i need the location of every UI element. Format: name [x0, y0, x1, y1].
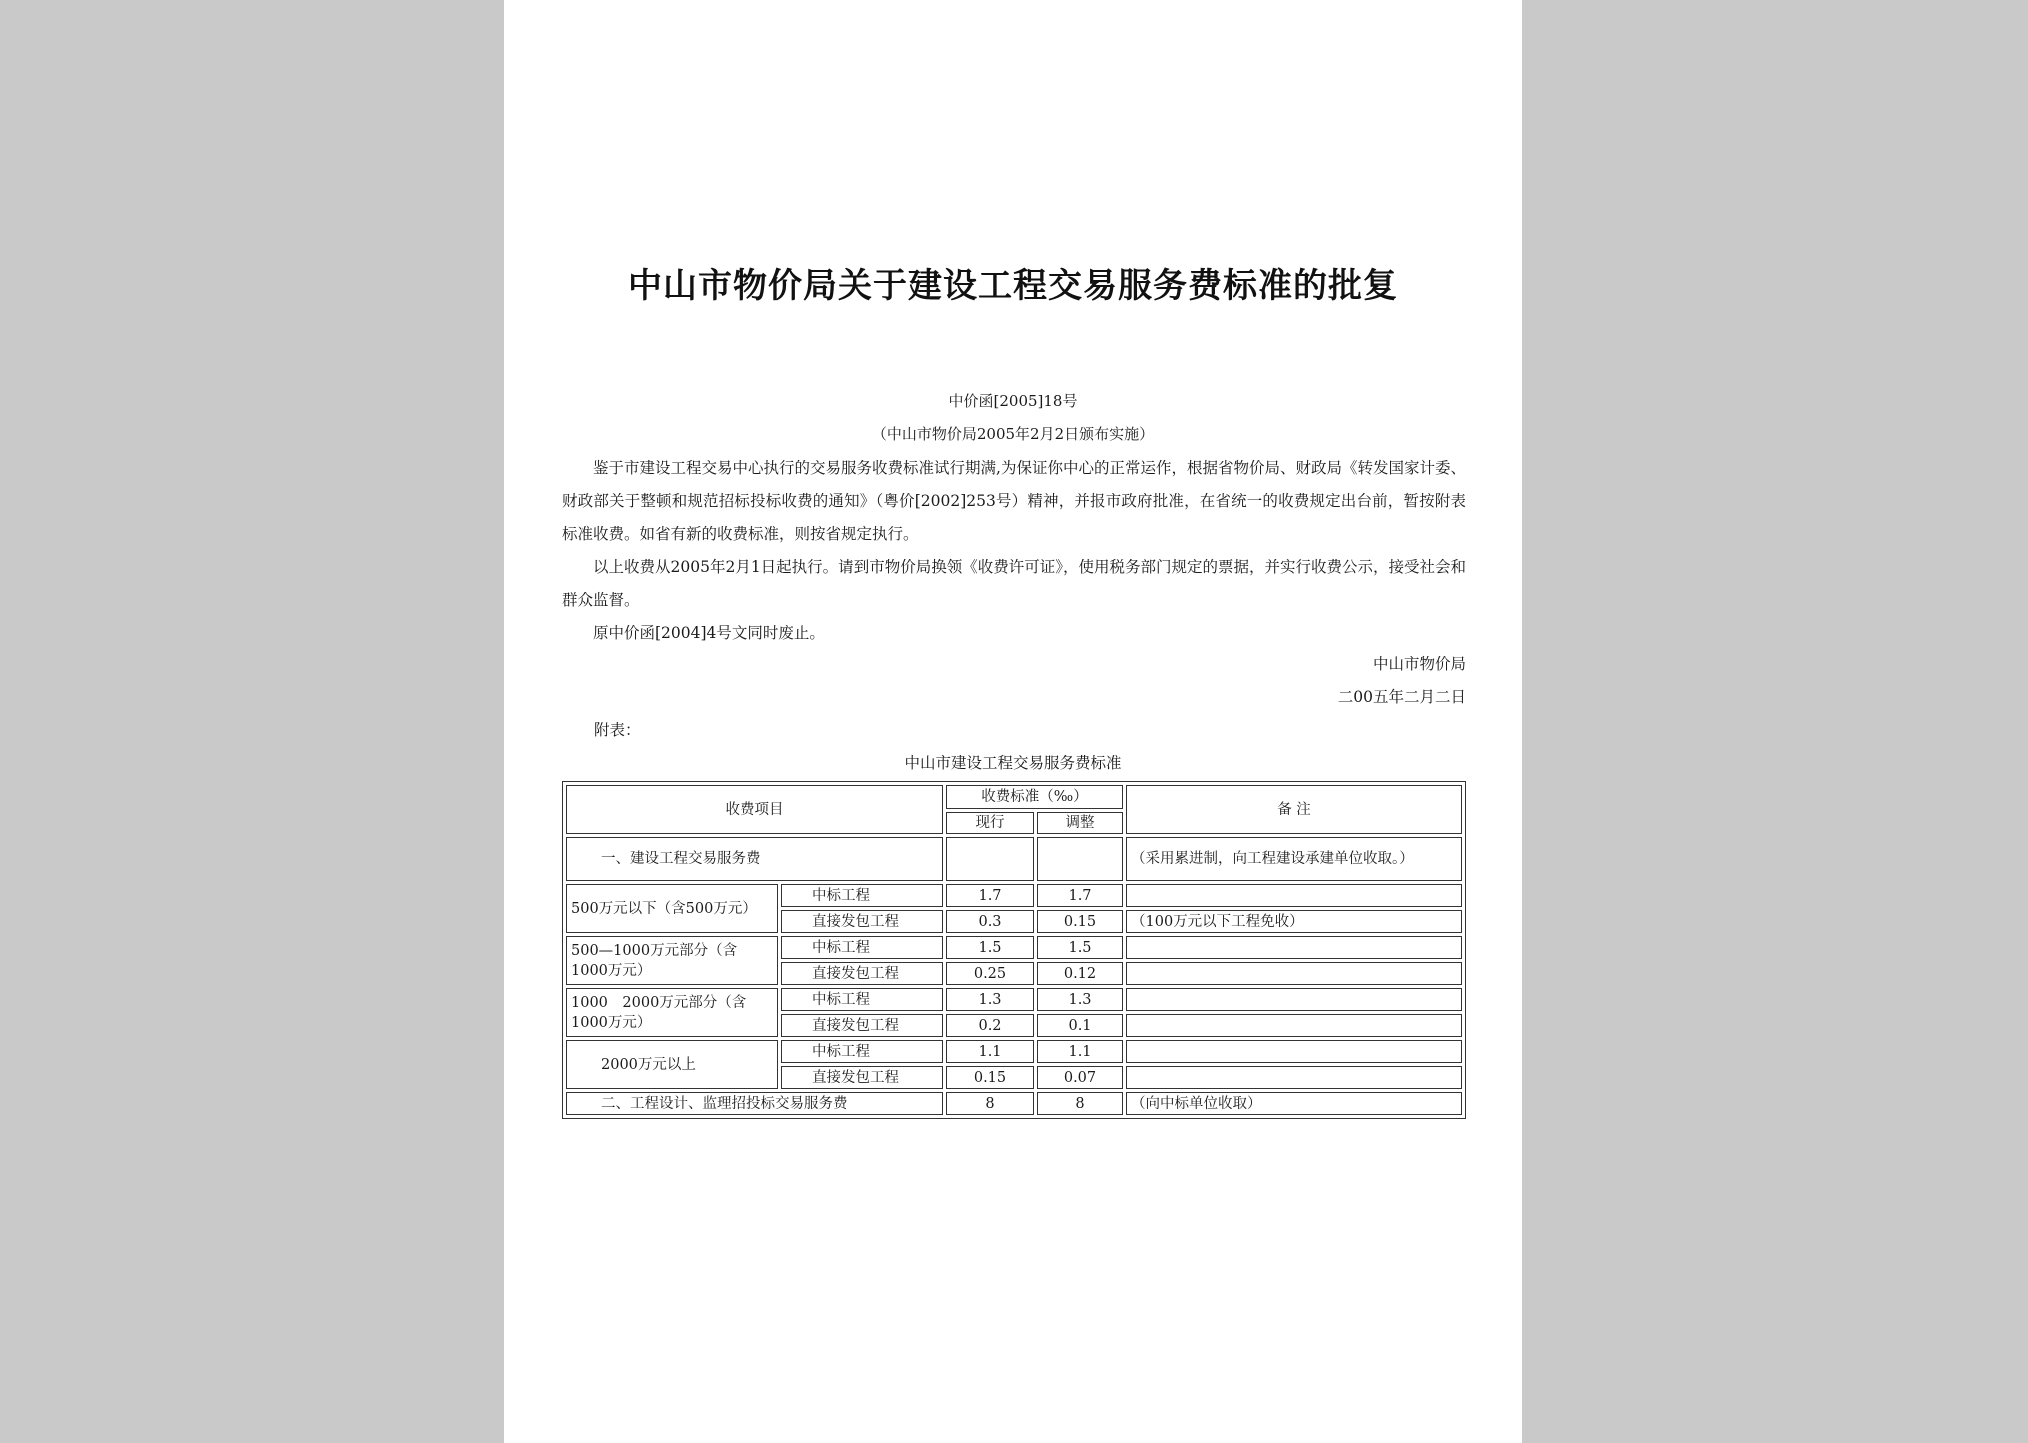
document-body [562, 452, 1466, 650]
table-row [566, 1092, 1462, 1115]
current-value: 1.7 [946, 884, 1034, 907]
document-page [504, 0, 1522, 1443]
section-label: 二、工程设计、监理招投标交易服务费 [566, 1092, 943, 1115]
section-label: 一、建设工程交易服务费 [566, 837, 943, 881]
row-type: 直接发包工程 [781, 1066, 943, 1089]
table-header-row [566, 785, 1462, 809]
row-type: 中标工程 [781, 988, 943, 1011]
row-note [1126, 936, 1462, 959]
section-note: （向中标单位收取） [1126, 1092, 1462, 1115]
current-value: 1.5 [946, 936, 1034, 959]
row-type: 中标工程 [781, 936, 943, 959]
fee-table [562, 781, 1466, 1119]
row-note [1126, 1040, 1462, 1063]
table-row [566, 884, 1462, 907]
row-type: 中标工程 [781, 1040, 943, 1063]
document-number: 中价函[2005]18号 [948, 392, 1078, 410]
row-note [1126, 988, 1462, 1011]
adjusted-value: 8 [1037, 1092, 1123, 1115]
current-value: 8 [946, 1092, 1034, 1115]
current-value: 0.2 [946, 1014, 1034, 1037]
header-current: 现行 [946, 812, 1034, 834]
current-value: 1.3 [946, 988, 1034, 1011]
header-item: 收费项目 [566, 785, 943, 834]
group-label: 500—1000万元部分（含1000万元） [566, 936, 778, 985]
adjusted-value: 1.1 [1037, 1040, 1123, 1063]
adjusted-value: 0.12 [1037, 962, 1123, 985]
adjusted-value: 1.3 [1037, 988, 1123, 1011]
group-label: 500万元以下（含500万元） [566, 884, 778, 933]
group-label: 1000 2000万元部分（含1000万元） [566, 988, 778, 1037]
table-title: 中山市建设工程交易服务费标准 [904, 754, 1122, 772]
document-title: 中山市物价局关于建设工程交易服务费标准的批复 [628, 266, 1398, 306]
header-standard: 收费标准（‰） [946, 785, 1123, 809]
paragraph: 原中价函[2004]4号文同时废止。 [593, 624, 825, 642]
table-cell [1037, 837, 1123, 881]
table-row [566, 936, 1462, 959]
row-note [1126, 1014, 1462, 1037]
document-date: 二00五年二月二日 [1337, 688, 1466, 706]
row-type: 中标工程 [781, 884, 943, 907]
row-type: 直接发包工程 [781, 1014, 943, 1037]
section-note: （采用累进制，向工程建设承建单位收取。） [1126, 837, 1462, 881]
row-note [1126, 884, 1462, 907]
current-value: 0.3 [946, 910, 1034, 933]
paragraph: 以上收费从2005年2月1日起执行。请到市物价局换领《收费许可证》，使用税务部门规定的票据，并实行收费公示，接受社会和群众监督。 [562, 558, 1466, 609]
signature: 中山市物价局 [1372, 655, 1466, 673]
table-cell [946, 837, 1034, 881]
current-value: 0.25 [946, 962, 1034, 985]
row-note: （100万元以下工程免收） [1126, 910, 1462, 933]
row-type: 直接发包工程 [781, 962, 943, 985]
attachment-label: 附表： [594, 721, 641, 739]
group-label: 2000万元以上 [566, 1040, 778, 1089]
row-note [1126, 1066, 1462, 1089]
adjusted-value: 1.5 [1037, 936, 1123, 959]
table-row [566, 988, 1462, 1011]
header-adjusted: 调整 [1037, 812, 1123, 834]
row-type: 直接发包工程 [781, 910, 943, 933]
adjusted-value: 0.07 [1037, 1066, 1123, 1089]
issued-note: （中山市物价局2005年2月2日颁布实施） [871, 425, 1155, 443]
current-value: 0.15 [946, 1066, 1034, 1089]
row-note [1126, 962, 1462, 985]
adjusted-value: 0.1 [1037, 1014, 1123, 1037]
adjusted-value: 1.7 [1037, 884, 1123, 907]
header-note: 备 注 [1126, 785, 1462, 834]
table-row [566, 837, 1462, 881]
table-row [566, 1040, 1462, 1063]
adjusted-value: 0.15 [1037, 910, 1123, 933]
current-value: 1.1 [946, 1040, 1034, 1063]
paragraph: 鉴于市建设工程交易中心执行的交易服务收费标准试行期满,为保证你中心的正常运作，根据省物价局、财政局《转发国家计委、财政部关于整顿和规范招标投标收费的通知》（粤价[2002]253号）精神，并报市政府批准，在省统一的收费规定出台前，暂按附表标准收费。如省有新的收费标准，则按省规定执行。 [562, 459, 1466, 543]
